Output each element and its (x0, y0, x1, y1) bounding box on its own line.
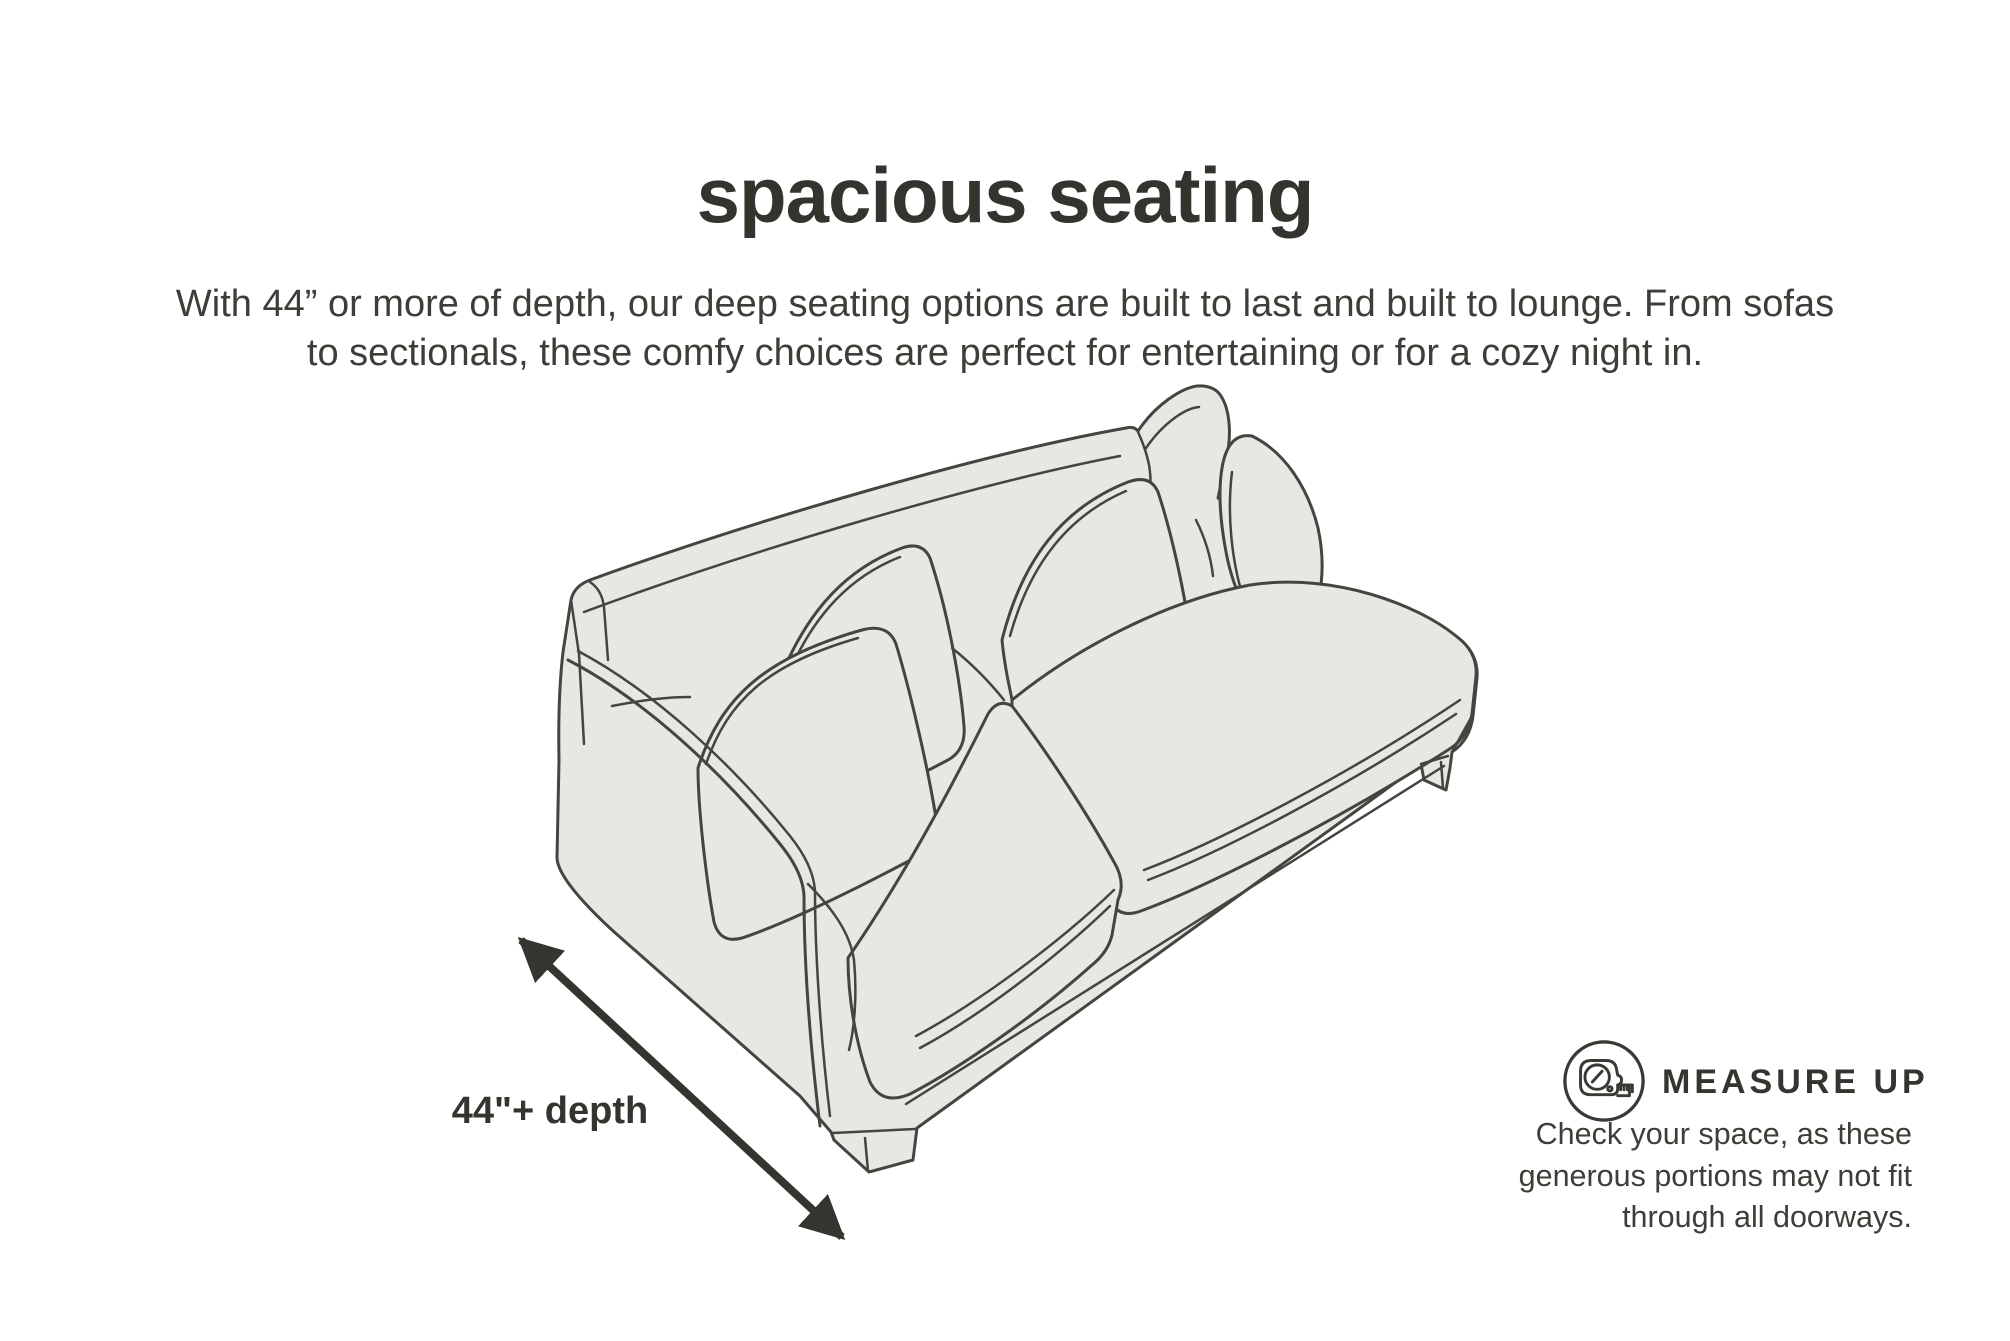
tape-measure-icon (1561, 1038, 1647, 1124)
measure-up-note-line: generous portions may not fit (1518, 1158, 1912, 1193)
measure-up-note (1470, 1114, 1912, 1239)
page-title: spacious seating (696, 151, 1314, 240)
depth-dimension-label: 44"+ depth (451, 1090, 649, 1132)
measure-up-note-line: through all doorways. (1622, 1200, 1912, 1234)
measure-up-note-line: Check your space, as these (1535, 1117, 1912, 1151)
intro-text: With 44” or more of depth, our deep seating options are built to last and built to lounge. From sofas to sectionals, these comfy choices are perfect for entertaining or for a cozy night in. (175, 283, 1835, 374)
measure-up-heading: MEASURE UP (1662, 1063, 1929, 1101)
sofa-illustration (557, 386, 1477, 1172)
